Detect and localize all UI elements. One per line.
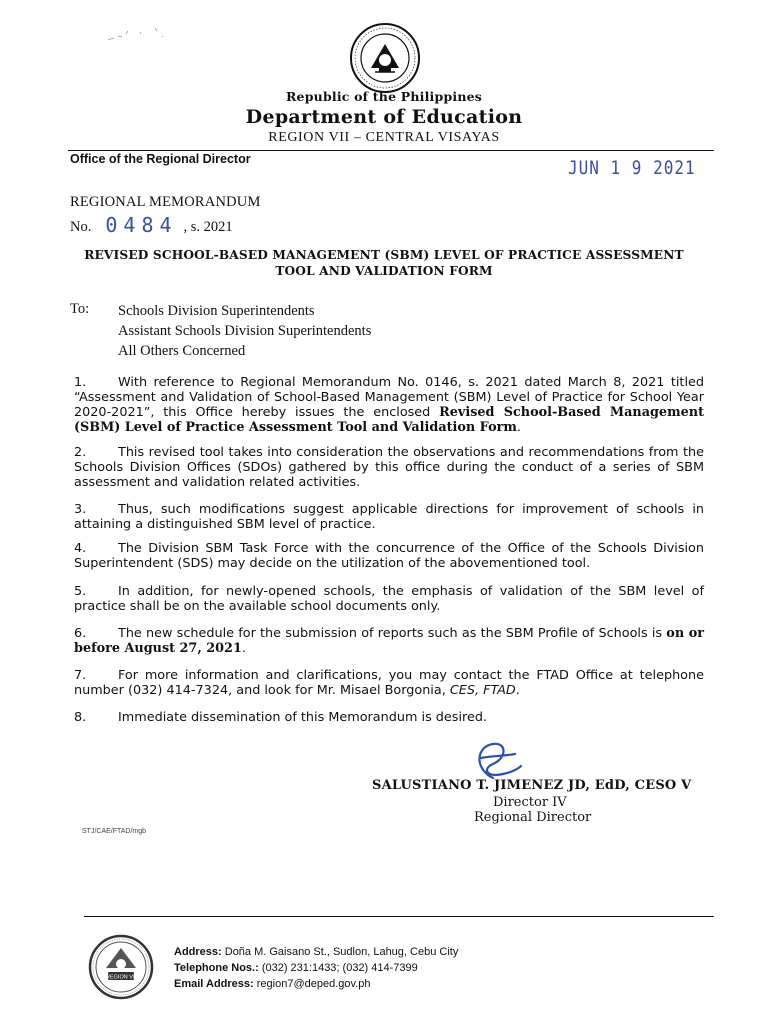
department-heading: Department of Education (245, 106, 523, 128)
paragraph-text: For more information and clarifications, you may contact the FTAD Office at telephone number (032) 414-7324, and look for Mr. Misael Borgonia, (74, 668, 704, 698)
paragraph-6 (74, 626, 704, 656)
phone-line: Telephone Nos.: (032) 231:1433; (032) 414-7399 (174, 962, 418, 974)
paragraph-bold: on or before August 27, 2021 (74, 626, 704, 656)
paragraph-number: 6. (74, 626, 87, 641)
memo-series: , s. 2021 (183, 219, 233, 235)
memo-subject (70, 247, 698, 279)
memo-type: REGIONAL MEMORANDUM (70, 194, 261, 210)
office-label: Office of the Regional Director (70, 152, 251, 166)
paragraph-7 (74, 668, 704, 698)
recipient-list (118, 301, 371, 361)
footer-seal-text: REGION VII (106, 974, 136, 981)
email-line: Email Address: region7@deped.gov.ph (174, 978, 371, 990)
paragraph-number: 3. (74, 502, 87, 517)
signatory-title-1: Director IV (493, 795, 567, 810)
paragraph-text: Thus, such modifications suggest applicable directions for improvement of schools in attaining a distinguished SBM level of practice. (74, 502, 704, 532)
paragraph-number: 7. (74, 668, 87, 683)
paragraph-number: 8. (74, 710, 87, 725)
memo-no-label: No. (70, 219, 92, 235)
signatory-name: SALUSTIANO T. JIMENEZ JD, EdD, CESO V (372, 778, 692, 793)
to-label: To: (70, 301, 90, 317)
paragraph-number: 1. (74, 375, 87, 390)
paragraph-text: Immediate dissemination of this Memorandum is desired. (118, 710, 488, 725)
paragraph-8 (74, 710, 704, 725)
paragraph-2 (74, 445, 704, 490)
recipient-item: Schools Division Superintendents (118, 303, 315, 319)
paragraph-5 (74, 584, 704, 614)
paragraph-number: 2. (74, 445, 87, 460)
paragraph-text-end: . (241, 641, 246, 656)
paragraph-text: This revised tool takes into consideration the observations and recommendations from the Schools Division Offices (SDOs) gathered by this office during the conduct of a series of SBM assessment and validation related activities. (74, 445, 704, 490)
date-stamp: JUN 1 9 2021 (568, 156, 696, 179)
footer-divider (84, 916, 714, 917)
subject-line-2: TOOL AND VALIDATION FORM (275, 264, 493, 278)
memo-number: 0484 (105, 213, 178, 237)
region-heading: REGION VII – CENTRAL VISAYAS (268, 130, 500, 145)
paragraph-1 (74, 375, 704, 435)
paragraph-text: With reference to Regional Memorandum No. 0146, s. 2021 dated March 8, 2021 titled “Assessment and Validation of School-Based Management (SBM) Level of Practice for School Year 2020-2021”, this Office hereby issues the enclosed (74, 375, 704, 420)
header-divider (68, 150, 714, 151)
memo-number-line (70, 212, 233, 236)
republic-heading: Republic of the Philippines (285, 89, 483, 104)
paragraph-text-end: . (515, 683, 520, 698)
paragraph-text: In addition, for newly-opened schools, the emphasis of validation of the SBM level of practice shall be on the available school documents only. (74, 584, 704, 614)
address-line: Address: Doña M. Gaisano St., Sudlon, Lahug, Cebu City (174, 946, 459, 958)
paragraph-text: The new schedule for the submission of reports such as the SBM Profile of Schools is (118, 626, 667, 641)
region-seal-icon (88, 934, 154, 1000)
paragraph-4 (74, 541, 704, 571)
signatory-title-2: Regional Director (474, 810, 592, 825)
paragraph-number: 5. (74, 584, 87, 599)
paragraph-bold: Revised School-Based Management (SBM) Level of Practice Assessment Tool and Validation Form (74, 405, 704, 435)
paragraph-text-end: . (516, 420, 521, 435)
subject-line-1: REVISED SCHOOL-BASED MANAGEMENT (SBM) LEVEL OF PRACTICE ASSESSMENT (84, 248, 684, 262)
deped-seal-icon (349, 22, 421, 94)
paragraph-text: The Division SBM Task Force with the concurrence of the Office of the Schools Division Superintendent (SDS) may decide on the utilization of the abovementioned tool. (74, 541, 704, 571)
reference-code: STJ/CAE/FTAD/mgb (82, 828, 147, 835)
paragraph-italic: CES, FTAD (449, 683, 516, 698)
scan-marks (100, 22, 180, 52)
recipient-item: Assistant Schools Division Superintendents (118, 323, 372, 339)
contact-block (174, 944, 458, 992)
recipient-item: All Others Concerned (118, 343, 246, 359)
paragraph-number: 4. (74, 541, 87, 556)
paragraph-3 (74, 502, 704, 532)
